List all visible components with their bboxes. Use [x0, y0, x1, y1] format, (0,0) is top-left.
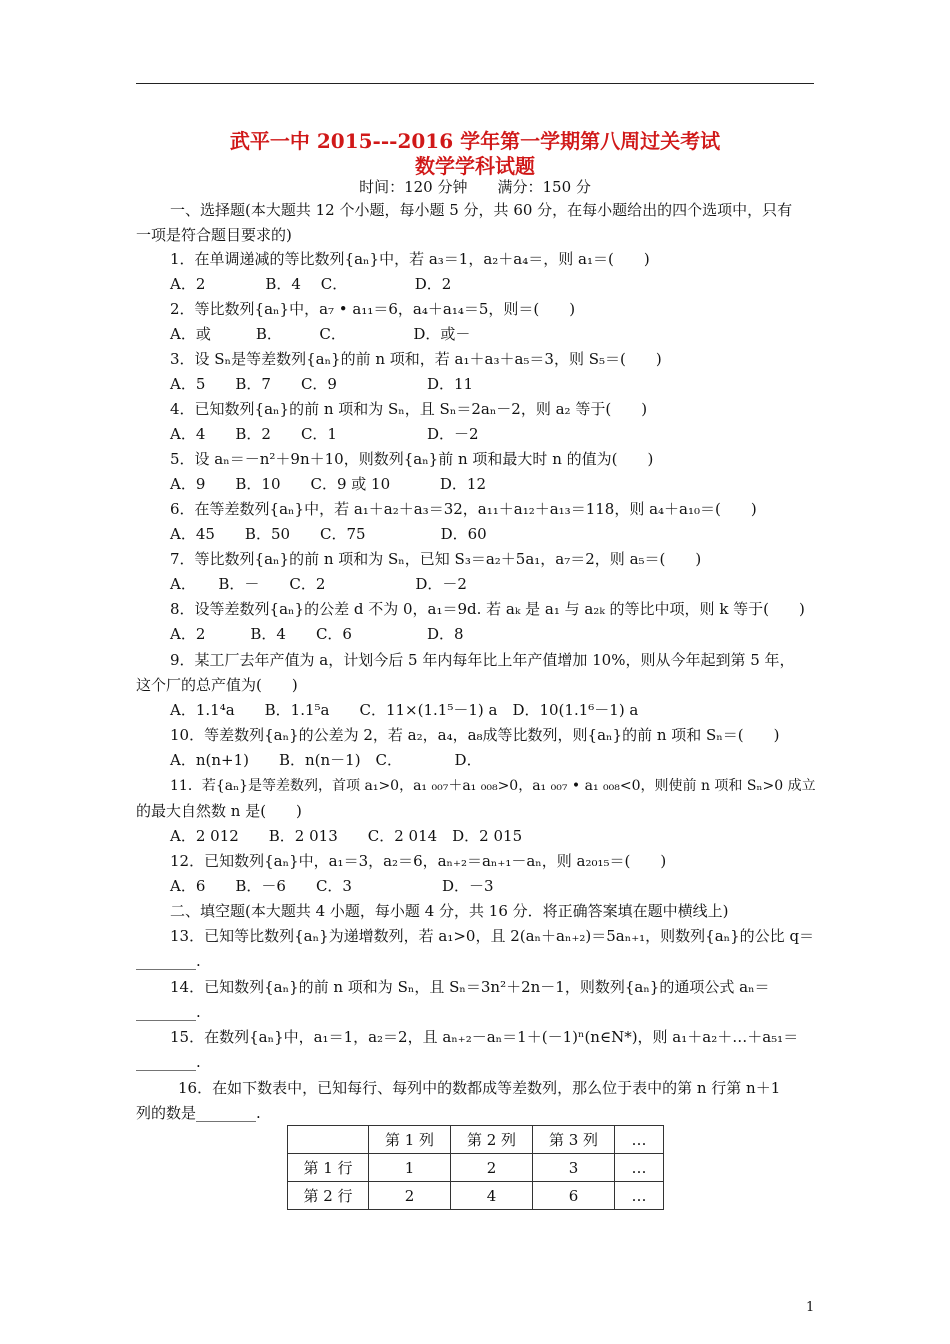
- question-16-cont: 列的数是________.: [136, 1104, 261, 1122]
- answer-blank-13: ________.: [136, 952, 201, 970]
- options-9: A．1.1⁴a B．1.1⁵a C．11×(1.1⁵－1) a D．10(1.1⁶－1) a: [170, 701, 639, 719]
- table-cell: 2: [451, 1154, 533, 1182]
- question-2: 2．等比数列{aₙ}中，a₇ • a₁₁＝6，a₄＋a₁₄＝5，则＝( ): [170, 300, 576, 318]
- options-5: A．9 B．10 C．9 或 10 D．12: [170, 475, 487, 493]
- table-cell: 第 2 行: [288, 1182, 369, 1210]
- question-12: 12．已知数列{aₙ}中，a₁＝3，a₂＝6，aₙ₊₂＝aₙ₊₁－aₙ，则 a₂₀₁₅＝( ): [170, 852, 667, 870]
- question-6: 6．在等差数列{aₙ}中，若 a₁＋a₂＋a₃＝32，a₁₁＋a₁₂＋a₁₃＝118，则 a₄＋a₁₀＝( ): [170, 500, 757, 518]
- answer-blank-15: ________.: [136, 1053, 201, 1071]
- subject-title: 数学学科试题: [415, 154, 535, 178]
- options-2: A．或 B． C． D．或－: [170, 325, 471, 343]
- table-cell: 第 1 列: [369, 1126, 451, 1154]
- question-8: 8．设等差数列{aₙ}的公差 d 不为 0，a₁＝9d. 若 aₖ 是 a₁ 与 a₂ₖ 的等比中项，则 k 等于( ): [170, 600, 805, 618]
- options-7: A． B．－ C．2 D．－2: [170, 575, 467, 593]
- question-5: 5．设 aₙ＝－n²＋9n＋10，则数列{aₙ}前 n 项和最大时 n 的值为( ): [170, 450, 654, 468]
- exam-meta: 时间：120 分钟 满分：150 分: [359, 178, 591, 196]
- table-cell: 第 3 列: [533, 1126, 615, 1154]
- question-14: 14．已知数列{aₙ}的前 n 项和为 Sₙ，且 Sₙ＝3n²＋2n－1，则数列{aₙ}的通项公式 aₙ＝: [170, 978, 770, 996]
- exam-title: 武平一中 2015---2016 学年第一学期第八周过关考试: [229, 129, 721, 153]
- table-row: [288, 1154, 664, 1182]
- table-cell: [288, 1126, 369, 1154]
- table-cell: 第 2 列: [451, 1126, 533, 1154]
- question-9-cont: 这个厂的总产值为( ): [136, 676, 298, 694]
- question-11-cont: 的最大自然数 n 是( ): [136, 802, 302, 820]
- question-15: 15．在数列{aₙ}中，a₁＝1，a₂＝2，且 aₙ₊₂－aₙ＝1＋(－1)ⁿ(n∈N*)，则 a₁＋a₂＋…＋a₅₁＝: [170, 1028, 799, 1046]
- table-row: [288, 1182, 664, 1210]
- options-11: A．2 012 B．2 013 C．2 014 D．2 015: [170, 827, 523, 845]
- question-16: 16．在如下数表中，已知每行、每列中的数都成等差数列，那么位于表中的第 n 行第 n＋1: [178, 1079, 781, 1097]
- table-cell: 2: [369, 1182, 451, 1210]
- number-table: [287, 1125, 664, 1210]
- question-13: 13．已知等比数列{aₙ}为递增数列，若 a₁>0，且 2(aₙ＋aₙ₊₂)＝5aₙ₊₁，则数列{aₙ}的公比 q＝: [170, 927, 815, 945]
- options-6: A．45 B．50 C．75 D．60: [170, 525, 487, 543]
- answer-blank-14: ________.: [136, 1003, 201, 1021]
- options-1: A．2 B．4 C． D．2: [170, 275, 452, 293]
- question-9: 9．某工厂去年产值为 a，计划今后 5 年内每年比上年产值增加 10%，则从今年起到第 5 年，: [170, 651, 795, 669]
- options-3: A．5 B．7 C．9 D．11: [170, 375, 474, 393]
- table-cell: 3: [533, 1154, 615, 1182]
- table-header-row: [288, 1126, 664, 1154]
- question-3: 3．设 Sₙ是等差数列{aₙ}的前 n 项和，若 a₁＋a₃＋a₅＝3，则 S₅＝( ): [170, 350, 662, 368]
- question-4: 4．已知数列{aₙ}的前 n 项和为 Sₙ，且 Sₙ＝2aₙ－2，则 a₂ 等于( ): [170, 400, 648, 418]
- question-7: 7．等比数列{aₙ}的前 n 项和为 Sₙ，已知 S₃＝a₂＋5a₁，a₇＝2，则 a₅＝( ): [170, 550, 702, 568]
- section2-heading: 二、填空题(本大题共 4 小题，每小题 4 分，共 16 分．将正确答案填在题中横线上): [170, 902, 729, 920]
- options-4: A．4 B．2 C．1 D．－2: [170, 425, 479, 443]
- section1-heading-cont: 一项是符合题目要求的): [136, 226, 292, 244]
- section1-heading: 一、选择题(本大题共 12 个小题，每小题 5 分，共 60 分，在每小题给出的四个选项中，只有: [170, 201, 793, 219]
- table-cell: 4: [451, 1182, 533, 1210]
- options-10: A．n(n+1) B．n(n－1) C． D．: [170, 751, 482, 769]
- options-8: A．2 B．4 C．6 D．8: [170, 625, 464, 643]
- question-10: 10．等差数列{aₙ}的公差为 2，若 a₂，a₄，a₈成等比数列，则{aₙ}的前 n 项和 Sₙ＝( ): [170, 726, 780, 744]
- table-cell: …: [615, 1154, 664, 1182]
- top-rule: [136, 83, 814, 84]
- table-cell: …: [615, 1182, 664, 1210]
- options-12: A．6 B．－6 C．3 D．－3: [170, 877, 494, 895]
- page-number: 1: [806, 1300, 815, 1315]
- table-cell: …: [615, 1126, 664, 1154]
- table-cell: 1: [369, 1154, 451, 1182]
- table-cell: 6: [533, 1182, 615, 1210]
- question-11: 11．若{aₙ}是等差数列，首项 a₁>0，a₁ ₀₀₇＋a₁ ₀₀₈>0，a₁ ₀₀₇ • a₁ ₀₀₈<0，则使前 n 项和 Sₙ>0 成立: [170, 778, 816, 794]
- table-cell: 第 1 行: [288, 1154, 369, 1182]
- question-1: 1．在单调递减的等比数列{aₙ}中，若 a₃＝1，a₂＋a₄＝，则 a₁＝( ): [170, 250, 650, 268]
